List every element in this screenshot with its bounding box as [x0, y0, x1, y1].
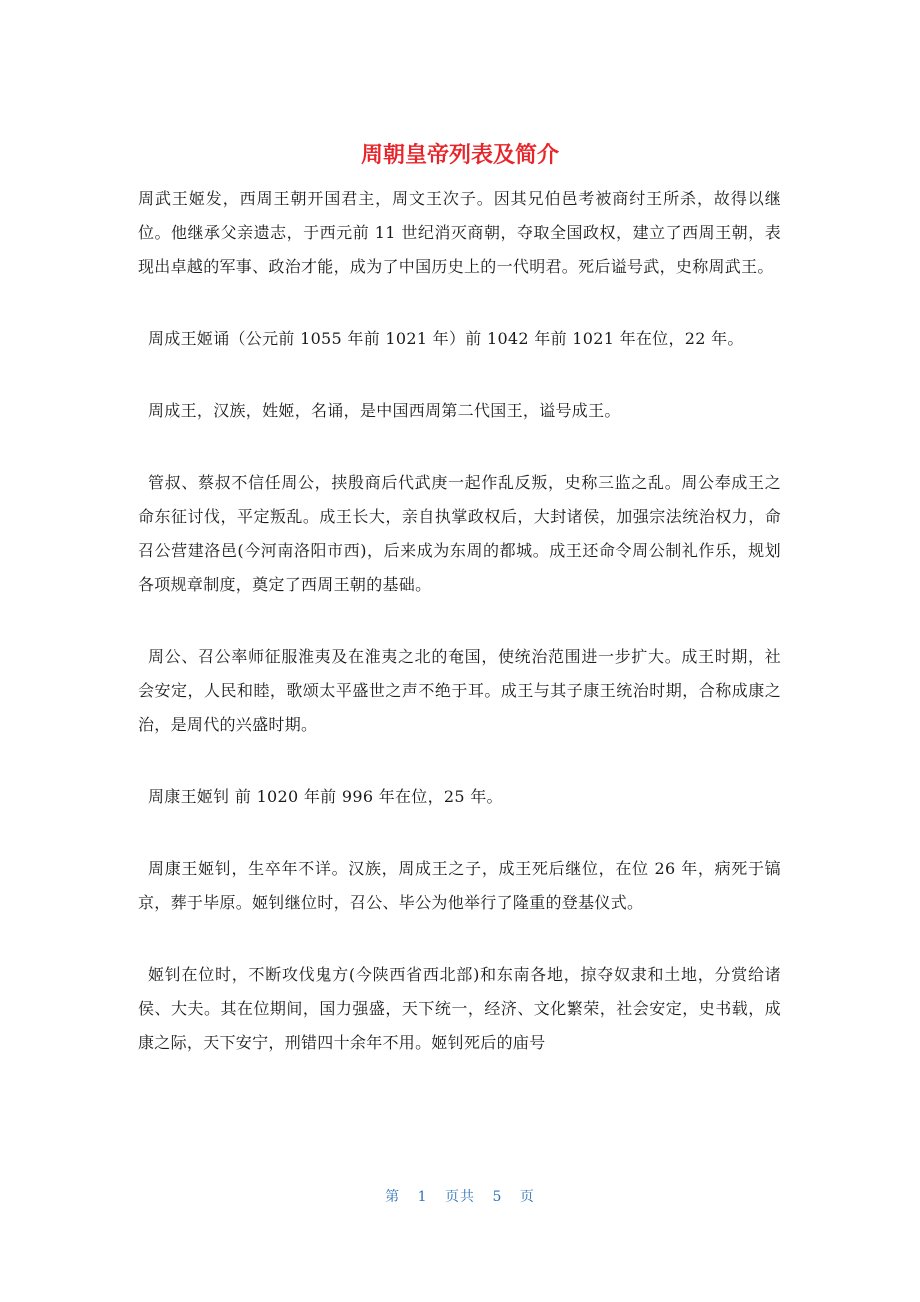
paragraph-3: 周成王，汉族，姓姬，名诵，是中国西周第二代国王，谥号成王。: [148, 401, 621, 420]
paragraph-1: 周武王姬发，西周王朝开国君主，周文王次子。因其兄伯邑考被商纣王所杀，故得以继位。他继承父亲遗志，于西元前 11 世纪消灭商朝，夺取全国政权，建立了西周王朝，表现出卓越的军事、政治才能，成为了中国历史上的一代明君。死后谥号武，史称周武王。: [138, 189, 781, 276]
paragraph-5: 周公、召公率师征服淮夷及在淮夷之北的奄国，使统治范围进一步扩大。成王时期，社会安定，人民和睦，歌颂太平盛世之声不绝于耳。成王与其子康王统治时期，合称成康之治，是周代的兴盛时期。: [138, 647, 781, 734]
footer-prefix: 第: [385, 1189, 401, 1205]
document-title: 周朝皇帝列表及简介: [360, 143, 559, 168]
paragraph-7: 周康王姬钊，生卒年不详。汉族，周成王之子，成王死后继位，在位 26 年，病死于镐京，葬于毕原。姬钊继位时，召公、毕公为他举行了隆重的登基仪式。: [138, 859, 781, 912]
paragraph-4: 管叔、蔡叔不信任周公，挟殷商后代武庚一起作乱反叛，史称三监之乱。周公奉成王之命东征讨伐，平定叛乱。成王长大，亲自执掌政权后，大封诸侯，加强宗法统治权力，命召公营建洛邑(今河南洛阳市西)，后来成为东周的都城。成王还命令周公制礼作乐，规划各项规章制度，奠定了西周王朝的基础。: [138, 473, 781, 594]
paragraph-6: 周康王姬钊 前 1020 年前 996 年在位，25 年。: [148, 787, 503, 806]
footer-suffix: 页: [519, 1189, 535, 1205]
document-body: [138, 182, 781, 1060]
paragraph-2: 周成王姬诵（公元前 1055 年前 1021 年）前 1042 年前 1021 年在位，22 年。: [148, 329, 744, 348]
footer-middle: 页共: [445, 1189, 475, 1205]
total-page-count: 5: [492, 1189, 503, 1205]
page-footer: [0, 1186, 920, 1206]
paragraph-8: 姬钊在位时，不断攻伐鬼方(今陕西省西北部)和东南各地，掠夺奴隶和土地，分赏给诸侯、大夫。其在位期间，国力强盛，天下统一，经济、文化繁荣，社会安定，史书载，成康之际，天下安宁，刑错四十余年不用。姬钊死后的庙号: [138, 965, 781, 1052]
current-page-number: 1: [417, 1189, 428, 1205]
